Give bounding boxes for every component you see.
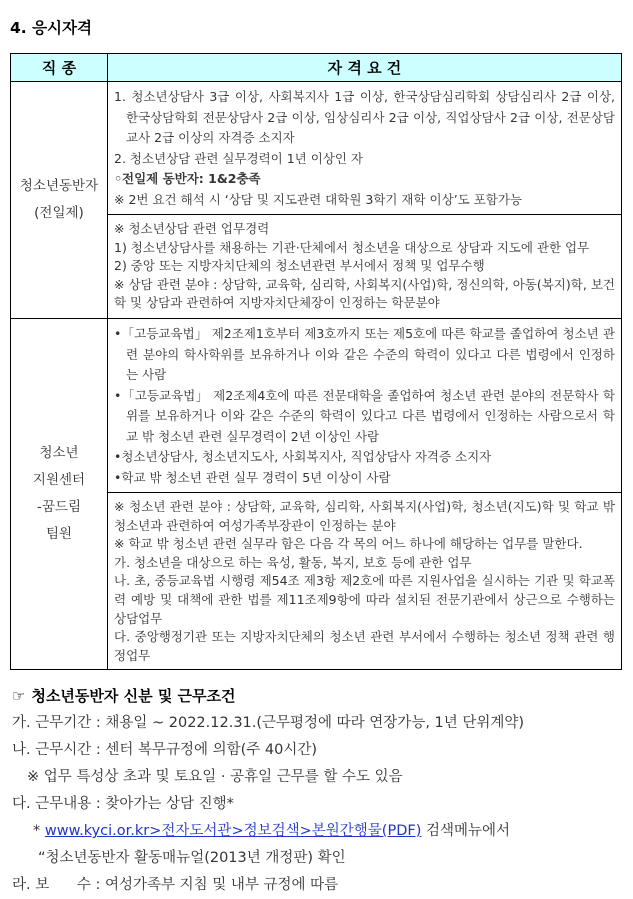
text-line: ※ 학교 밖 청소년 관련 실무라 함은 다음 각 목의 어느 하나에 해당하는 업무를 말한다.: [114, 536, 583, 552]
text-line: -꿈드림: [37, 499, 81, 516]
text-line: 라. 보 수 : 여성가족부 지침 및 내부 규정에 따름: [12, 877, 339, 894]
requirements-cell-companion-main: [108, 82, 622, 215]
text-line: [12, 818, 623, 845]
text-line: 나. 근무시간 : 센터 복무규정에 의함(주 40시간): [12, 742, 318, 759]
text-line: ※ 상담 관련 분야 : 상담학, 교육학, 심리학, 사회복지(사업)학, 정신의학, 아동(복지)학, 보건학 및 상담과 관련하여 지방자치단체장이 인정하는 학문분야: [114, 276, 615, 311]
kyci-link[interactable]: www.kyci.or.kr>전자도서관>정보검색>본원간행물(PDF): [44, 823, 422, 840]
text-line: 1. 청소년상담사 3급 이상, 사회복지사 1급 이상, 한국상담심리학회 상담심리사 2급 이상, 한국상담학회 전문상담사 2급 이상, 임상심리사 2급 이상, 직업상담사 2급 이상, 전문상담교사 2급 이상의 자격증 소지자: [114, 89, 615, 145]
table-row: [11, 319, 622, 493]
text-line: 청소년동반자: [19, 178, 99, 194]
text-line: 다. 중앙행정기관 또는 지방자치단체의 청소년 관련 부서에서 수행하는 청소년 정책 관련 행정업무: [114, 629, 615, 663]
table-row: [11, 82, 622, 215]
text-line: “청소년동반자 활동매뉴얼(2013년 개정판) 확인: [38, 850, 346, 867]
text-span: 검색메뉴에서: [421, 823, 511, 840]
text-line: ※ 업무 특성상 초과 및 토요일 · 공휴일 근무를 할 수도 있음: [27, 769, 403, 786]
text-line: •학교 밖 청소년 관련 실무 경력이 5년 이상이 사람: [114, 469, 391, 485]
text-line: 가. 근무기간 : 채용일 ~ 2022.12.31.(근무평정에 따라 연장가능, 1년 단위계약): [12, 715, 525, 732]
col-header-requirements: 자 격 요 건: [108, 54, 622, 82]
text-line: 2. 청소년상담 관련 실무경력이 1년 이상인 자: [114, 150, 363, 166]
work-conditions-list: [12, 710, 623, 899]
work-conditions-section: [10, 683, 623, 899]
text-line: 다. 근무내용 : 찾아가는 상담 진행*: [12, 796, 234, 813]
work-conditions-title-text: 청소년동반자 신분 및 근무조건: [31, 687, 236, 706]
text-line: 지원센터: [32, 472, 86, 489]
text-line: •청소년상담사, 청소년지도사, 사회복지사, 직업상담사 자격증 소지자: [114, 449, 492, 464]
text-span: *: [33, 823, 45, 840]
work-conditions-title: [12, 683, 623, 710]
page-title: 4. 응시자격: [10, 19, 92, 37]
table-header-row: [11, 54, 622, 82]
text-line: 2) 중앙 또는 지방자치단체의 청소년관련 부서에서 정책 및 업무수행: [114, 258, 485, 274]
text-line: 가. 청소년을 대상으로 하는 육성, 활동, 복지, 보호 등에 관한 업무: [114, 554, 472, 570]
text-line: 팀원: [45, 526, 73, 543]
job-cell-support-center-team: [11, 319, 108, 670]
text-line: ※ 청소년 관련 분야 : 상담학, 교육학, 심리학, 사회복지(사업)학, 청소년(지도)학 및 학교 밖 청소년과 관련하여 여성가족부장관이 인정하는 분야: [114, 499, 615, 533]
requirements-cell-companion-note: [108, 215, 622, 319]
qualification-table: [10, 53, 622, 670]
job-cell-youth-companion: [11, 82, 108, 319]
pointing-hand-icon: ☞: [12, 687, 26, 706]
text-line: 1) 청소년상담사를 채용하는 기관·단체에서 청소년을 대상으로 상담과 지도에 관한 업무: [114, 239, 590, 255]
text-line: 나. 초, 중등교육법 시행령 제54조 제3항 제2호에 따른 지원사업을 실시하는 기관 및 학교폭력 예방 및 대책에 관한 법를 제11조제9항에 따라 설치된 전문기관에서 상근으로 수행하는 상담업무: [114, 573, 615, 626]
text-line: ※ 2번 요건 해석 시 ‘상담 및 지도관련 대학원 3학기 재학 이상’도 포함가능: [114, 191, 523, 207]
text-line: ◦전일제 동반자: 1&2충족: [114, 171, 261, 186]
text-line: •「고등교육법」 제2조제4호에 따른 전문대학을 졸업하여 청소년 관련 분야의 전문학사 학위를 보유하거나 이와 같은 수준의 학력이 있다고 다른 법령에서 인정하는 사람으로서 학교 밖 청소년 관련 실무경력이 2년 이상인 사람: [114, 387, 615, 444]
text-line: (전일제): [34, 205, 84, 221]
text-line: 청소년: [39, 445, 79, 462]
text-line: •「고등교육법」 제2조제1호부터 제3호까지 또는 제5호에 따른 학교를 졸업하여 청소년 관련 분야의 학사학위를 보유하거나 이와 같은 수준의 학력이 있다고 다른 법령에서 인정하는 사람: [114, 326, 615, 382]
requirements-cell-team-note: [108, 493, 622, 670]
col-header-job-type: 직 종: [11, 54, 108, 82]
requirements-cell-team-main: [108, 319, 622, 493]
text-line: ※ 청소년상담 관련 업무경력: [114, 221, 270, 236]
